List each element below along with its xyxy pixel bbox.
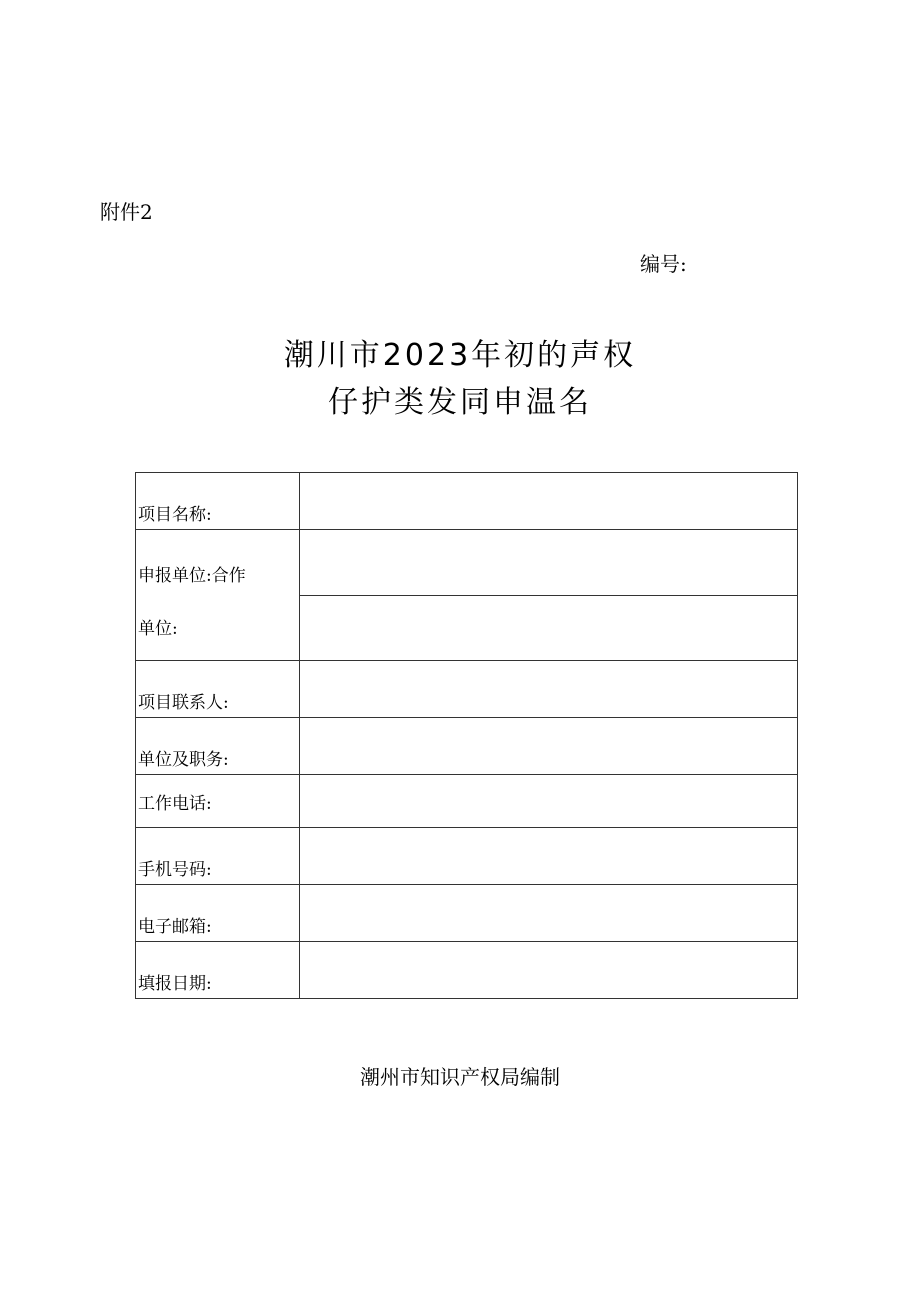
applicant-label [136, 530, 300, 661]
contact-person-field[interactable] [300, 661, 798, 718]
position-label: 单位及职务: [136, 718, 300, 775]
work-phone-field[interactable] [300, 775, 798, 828]
form-row-email [136, 885, 798, 942]
project-name-field[interactable] [300, 473, 798, 530]
form-row-work-phone [136, 775, 798, 828]
applicant-unit-field[interactable] [300, 530, 798, 596]
partner-unit-field[interactable] [300, 595, 798, 661]
document-title-line-2: 仔护类发同申温名 [328, 385, 592, 420]
position-field[interactable] [300, 718, 798, 775]
mobile-field[interactable] [300, 828, 798, 885]
contact-person-label: 项目联系人: [136, 661, 300, 718]
attachment-label: 附件2 [100, 200, 153, 224]
document-title-line-1: 潮川市2023年初的声权 [283, 338, 637, 373]
form-row-contact [136, 661, 798, 718]
application-form-table [135, 472, 798, 999]
form-row-mobile [136, 828, 798, 885]
form-row-project-name [136, 473, 798, 530]
work-phone-label: 工作电话: [136, 775, 300, 828]
form-row-applicant [136, 530, 798, 596]
email-label: 电子邮箱: [136, 885, 300, 942]
form-row-fill-date [136, 942, 798, 999]
email-field[interactable] [300, 885, 798, 942]
serial-number-label: 编号: [640, 252, 687, 276]
applicant-label-line-2: 单位: [138, 619, 178, 639]
issuer-footer: 潮州市知识产权局编制 [360, 1065, 560, 1089]
fill-date-field[interactable] [300, 942, 798, 999]
fill-date-label: 填报日期: [136, 942, 300, 999]
project-name-label: 项目名称: [136, 473, 300, 530]
applicant-label-line-1: 申报单位:合作 [138, 566, 246, 586]
mobile-label: 手机号码: [136, 828, 300, 885]
form-row-position [136, 718, 798, 775]
